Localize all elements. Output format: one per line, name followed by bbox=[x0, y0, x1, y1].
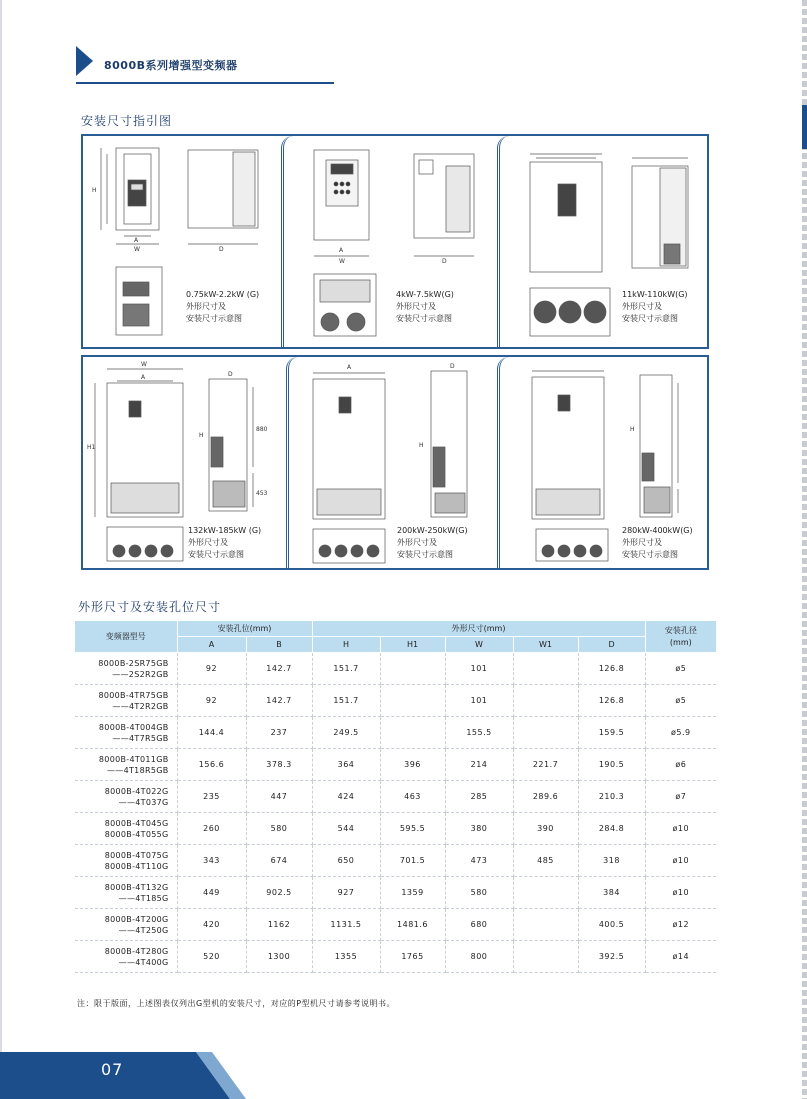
table-row bbox=[75, 845, 716, 877]
model-line: 8000B-4T011GB bbox=[98, 754, 169, 764]
label-a: A bbox=[347, 364, 352, 371]
cell-d: 284.8 bbox=[578, 813, 645, 845]
dimension-table bbox=[75, 621, 716, 973]
cell-h1 bbox=[380, 717, 445, 749]
footnote: 注：限于版面，上述图表仅列出G型机的安装尺寸，对应的P型机尺寸请参考说明书。 bbox=[77, 999, 396, 1008]
label-h: H bbox=[630, 426, 635, 433]
cell-model bbox=[75, 749, 177, 781]
table-row bbox=[75, 749, 716, 781]
col-h1: H1 bbox=[380, 637, 445, 653]
model-line: 8000B-2SR75GB bbox=[98, 658, 169, 668]
caption-line2: 外形尺寸及 bbox=[622, 538, 662, 547]
cell-h1: 701.5 bbox=[380, 845, 445, 877]
caption-power: 132kW-185kW (G) bbox=[188, 526, 262, 535]
cell-b: 1162 bbox=[246, 909, 312, 941]
cell-w1 bbox=[513, 877, 578, 909]
cell-w1 bbox=[513, 653, 578, 685]
caption-line3: 安装尺寸示意图 bbox=[186, 314, 242, 323]
model-line: ——4T037G bbox=[118, 797, 169, 807]
table-row bbox=[75, 813, 716, 845]
drawing-cell-0.75-2.2kw bbox=[83, 136, 281, 347]
page-left-edge bbox=[0, 0, 2, 1099]
cell-hole: ø10 bbox=[645, 845, 716, 877]
label-453: 453 bbox=[256, 490, 268, 497]
table-row bbox=[75, 941, 716, 973]
model-line: 8000B-4T110G bbox=[104, 861, 169, 871]
cell-a: 144.4 bbox=[177, 717, 246, 749]
caption-line2: 外形尺寸及 bbox=[622, 302, 662, 311]
col-d: D bbox=[578, 637, 645, 653]
cell-b: 674 bbox=[246, 845, 312, 877]
cell-model bbox=[75, 685, 177, 717]
model-line: 8000B-4T022G bbox=[104, 786, 169, 796]
panel-caption bbox=[186, 289, 259, 325]
cell-b: 378.3 bbox=[246, 749, 312, 781]
cell-hole: ø10 bbox=[645, 877, 716, 909]
cell-model bbox=[75, 941, 177, 973]
label-h: H bbox=[419, 442, 424, 449]
model-line: 8000B-4T045G bbox=[104, 818, 169, 828]
chapter-tab bbox=[802, 105, 807, 149]
cell-h1: 1359 bbox=[380, 877, 445, 909]
cell-h1 bbox=[380, 685, 445, 717]
panel-caption bbox=[396, 289, 454, 325]
panel-caption bbox=[397, 525, 468, 561]
cell-b: 237 bbox=[246, 717, 312, 749]
cell-a: 449 bbox=[177, 877, 246, 909]
cell-a: 343 bbox=[177, 845, 246, 877]
cell-h: 544 bbox=[312, 813, 380, 845]
caption-line3: 安装尺寸示意图 bbox=[622, 314, 678, 323]
caption-line2: 外形尺寸及 bbox=[186, 302, 226, 311]
cell-hole: ø5 bbox=[645, 685, 716, 717]
cell-w1: 289.6 bbox=[513, 781, 578, 813]
cell-w: 580 bbox=[445, 877, 513, 909]
cell-d: 400.5 bbox=[578, 909, 645, 941]
cell-w: 101 bbox=[445, 653, 513, 685]
caption-line3: 安装尺寸示意图 bbox=[622, 550, 678, 559]
cell-h: 927 bbox=[312, 877, 380, 909]
cell-model bbox=[75, 781, 177, 813]
table-row bbox=[75, 653, 716, 685]
cell-model bbox=[75, 845, 177, 877]
cell-w1: 221.7 bbox=[513, 749, 578, 781]
cell-hole: ø14 bbox=[645, 941, 716, 973]
cell-model bbox=[75, 813, 177, 845]
table-row bbox=[75, 781, 716, 813]
col-w: W bbox=[445, 637, 513, 653]
cell-h1 bbox=[380, 653, 445, 685]
page-right-edge bbox=[802, 0, 807, 1099]
cell-a: 235 bbox=[177, 781, 246, 813]
caption-power: 0.75kW-2.2kW (G) bbox=[186, 290, 260, 299]
section-title-dimensions: 外形尺寸及安装孔位尺寸 bbox=[78, 600, 222, 614]
label-w: W bbox=[339, 258, 345, 265]
drawing-cell-11-110kw bbox=[497, 136, 706, 347]
cell-b: 580 bbox=[246, 813, 312, 845]
label-a: A bbox=[134, 237, 139, 244]
cell-h1: 1481.6 bbox=[380, 909, 445, 941]
section-title-install-guide: 安装尺寸指引图 bbox=[81, 114, 173, 128]
model-line: ——2S2R2GB bbox=[112, 669, 169, 679]
col-h: H bbox=[312, 637, 380, 653]
cell-model bbox=[75, 653, 177, 685]
cell-h: 424 bbox=[312, 781, 380, 813]
cell-w1 bbox=[513, 941, 578, 973]
cell-w1 bbox=[513, 685, 578, 717]
drawing-cell-200-250kw bbox=[286, 357, 500, 568]
panel-caption bbox=[622, 289, 688, 325]
caption-power: 280kW-400kW(G) bbox=[622, 526, 693, 535]
panel-caption bbox=[188, 525, 261, 561]
cell-h: 364 bbox=[312, 749, 380, 781]
cell-d: 159.5 bbox=[578, 717, 645, 749]
model-line: ——4T7R5GB bbox=[112, 733, 169, 743]
header-underline bbox=[76, 82, 334, 84]
label-w: W bbox=[141, 361, 147, 368]
label-880: 880 bbox=[256, 426, 268, 433]
cell-hole: ø5 bbox=[645, 653, 716, 685]
model-line: 8000B-4T075G bbox=[104, 850, 169, 860]
cell-a: 156.6 bbox=[177, 749, 246, 781]
cell-model bbox=[75, 717, 177, 749]
cell-a: 260 bbox=[177, 813, 246, 845]
model-line: 8000B-4T004GB bbox=[98, 722, 169, 732]
col-w1: W1 bbox=[513, 637, 578, 653]
cell-d: 126.8 bbox=[578, 653, 645, 685]
cell-d: 210.3 bbox=[578, 781, 645, 813]
caption-power: 4kW-7.5kW(G) bbox=[396, 290, 454, 299]
model-line: 8000B-4T280G bbox=[104, 946, 169, 956]
label-d: D bbox=[219, 246, 224, 253]
cell-b: 1300 bbox=[246, 941, 312, 973]
cell-h1: 463 bbox=[380, 781, 445, 813]
cell-h1: 595.5 bbox=[380, 813, 445, 845]
cell-model bbox=[75, 877, 177, 909]
model-line: ——4T2R2GB bbox=[112, 701, 169, 711]
caption-line3: 安装尺寸示意图 bbox=[396, 314, 452, 323]
cell-hole: ø6 bbox=[645, 749, 716, 781]
caption-line2: 外形尺寸及 bbox=[397, 538, 437, 547]
header-outer-dimensions: 外形尺寸(mm) bbox=[312, 621, 645, 637]
cell-d: 392.5 bbox=[578, 941, 645, 973]
cell-w1 bbox=[513, 717, 578, 749]
table-row bbox=[75, 877, 716, 909]
model-line: 8000B-4T200G bbox=[104, 914, 169, 924]
dimension-panel-bottom bbox=[81, 355, 709, 570]
col-b: B bbox=[246, 637, 312, 653]
model-line: ——4T250G bbox=[118, 925, 169, 935]
cell-b: 447 bbox=[246, 781, 312, 813]
model-line: 8000B-4T055G bbox=[104, 829, 169, 839]
caption-power: 11kW-110kW(G) bbox=[622, 290, 688, 299]
model-line: 8000B-4T132G bbox=[104, 882, 169, 892]
cell-d: 318 bbox=[578, 845, 645, 877]
cell-w: 214 bbox=[445, 749, 513, 781]
caption-line2: 外形尺寸及 bbox=[188, 538, 228, 547]
table-row bbox=[75, 685, 716, 717]
cell-w: 155.5 bbox=[445, 717, 513, 749]
label-h1: H1 bbox=[87, 444, 96, 451]
model-line: ——4T185G bbox=[118, 893, 169, 903]
cell-w: 680 bbox=[445, 909, 513, 941]
cell-h: 151.7 bbox=[312, 685, 380, 717]
drawing-cell-4-7.5kw bbox=[281, 136, 500, 347]
panel-caption bbox=[622, 525, 693, 561]
dimension-panel-top bbox=[81, 134, 709, 349]
cell-w1: 390 bbox=[513, 813, 578, 845]
cell-hole: ø5.9 bbox=[645, 717, 716, 749]
label-d: D bbox=[442, 258, 447, 265]
model-line: ——4T18R5GB bbox=[107, 765, 169, 775]
cell-h: 650 bbox=[312, 845, 380, 877]
cell-w: 285 bbox=[445, 781, 513, 813]
label-h: H bbox=[199, 432, 204, 439]
table-row bbox=[75, 717, 716, 749]
caption-power: 200kW-250kW(G) bbox=[397, 526, 468, 535]
cell-h1: 396 bbox=[380, 749, 445, 781]
cell-h: 1131.5 bbox=[312, 909, 380, 941]
cell-model bbox=[75, 909, 177, 941]
model-line: 8000B-4TR75GB bbox=[98, 690, 169, 700]
cell-w1: 485 bbox=[513, 845, 578, 877]
cell-d: 190.5 bbox=[578, 749, 645, 781]
caption-line2: 外形尺寸及 bbox=[396, 302, 436, 311]
cell-w: 380 bbox=[445, 813, 513, 845]
page-number: 07 bbox=[101, 1060, 124, 1079]
header-arrow-icon bbox=[76, 46, 93, 76]
cell-b: 142.7 bbox=[246, 685, 312, 717]
cell-d: 384 bbox=[578, 877, 645, 909]
header-title: 8000B系列增强型变频器 bbox=[104, 59, 238, 72]
label-h: H bbox=[92, 187, 97, 194]
cell-hole: ø10 bbox=[645, 813, 716, 845]
table-row bbox=[75, 909, 716, 941]
cell-a: 92 bbox=[177, 653, 246, 685]
drawing-cell-132-185kw bbox=[83, 357, 286, 568]
cell-w: 473 bbox=[445, 845, 513, 877]
cell-b: 902.5 bbox=[246, 877, 312, 909]
col-a: A bbox=[177, 637, 246, 653]
cell-w1 bbox=[513, 909, 578, 941]
cell-d: 126.8 bbox=[578, 685, 645, 717]
cell-b: 142.7 bbox=[246, 653, 312, 685]
cell-hole: ø12 bbox=[645, 909, 716, 941]
label-d: D bbox=[450, 363, 455, 370]
header-mount-hole-position: 安装孔位(mm) bbox=[177, 621, 312, 637]
cell-h: 249.5 bbox=[312, 717, 380, 749]
model-line: ——4T400G bbox=[118, 957, 169, 967]
header-model: 变频器型号 bbox=[75, 621, 177, 653]
cell-a: 92 bbox=[177, 685, 246, 717]
label-w: W bbox=[134, 246, 140, 253]
caption-line3: 安装尺寸示意图 bbox=[397, 550, 453, 559]
drawing-cell-280-400kw bbox=[497, 357, 706, 568]
header-mount-hole-diameter bbox=[645, 621, 716, 653]
caption-line3: 安装尺寸示意图 bbox=[188, 550, 244, 559]
cell-h: 151.7 bbox=[312, 653, 380, 685]
cell-a: 420 bbox=[177, 909, 246, 941]
label-a: A bbox=[339, 247, 344, 254]
header-hole-line2: (mm) bbox=[669, 637, 692, 647]
label-a: A bbox=[141, 374, 146, 381]
drive-drawing-medium bbox=[284, 136, 497, 343]
header-hole-line1: 安装孔径 bbox=[664, 625, 697, 635]
cell-w: 800 bbox=[445, 941, 513, 973]
cell-h1: 1765 bbox=[380, 941, 445, 973]
cell-hole: ø7 bbox=[645, 781, 716, 813]
cell-a: 520 bbox=[177, 941, 246, 973]
label-d: D bbox=[228, 371, 233, 378]
cell-w: 101 bbox=[445, 685, 513, 717]
cell-h: 1355 bbox=[312, 941, 380, 973]
